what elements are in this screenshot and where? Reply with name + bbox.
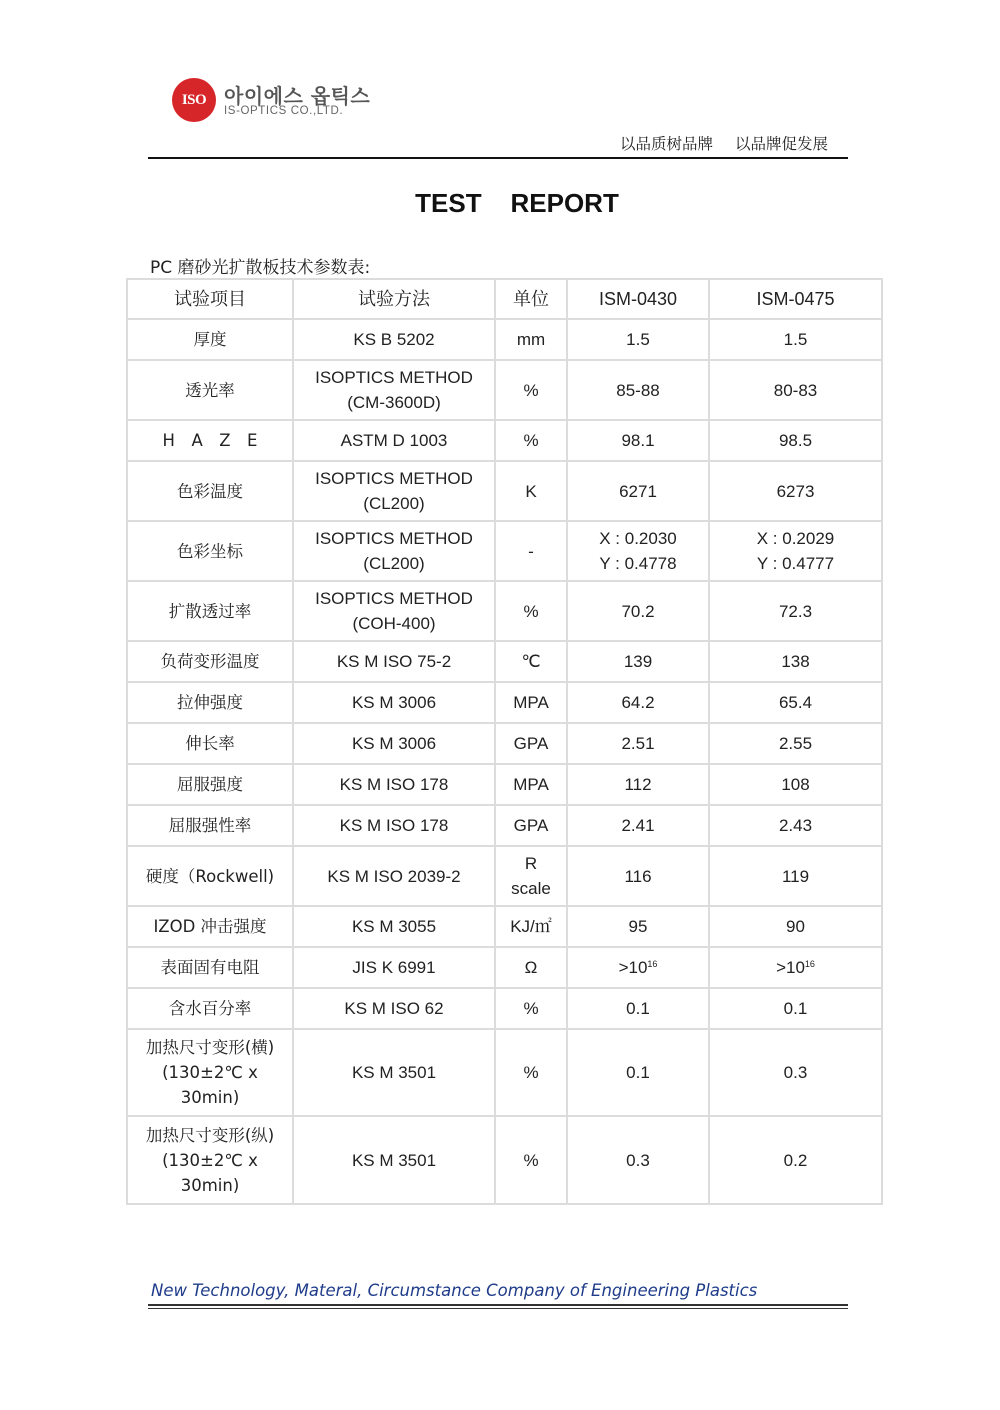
table-row (127, 581, 882, 641)
ism-0475-value-cell-text: 0.2 (783, 1150, 808, 1170)
spec-table (126, 278, 883, 1205)
test-method-cell-text: ISOPTICS METHOD (COH-400) (315, 589, 473, 633)
slogan (620, 132, 828, 154)
unit-cell (495, 846, 567, 906)
table-row (127, 641, 882, 682)
table-row (127, 1116, 882, 1204)
unit-cell-text: mm (516, 330, 546, 349)
header-ism-0430: ISM-0430 (567, 279, 709, 319)
test-method-cell (293, 1116, 495, 1204)
ism-0475-value-cell-text: 0.1 (783, 999, 808, 1018)
test-item-cell-text: 屈服强性率 (168, 816, 252, 835)
footer-tagline: New Technology, Materal, Circumstance Company of Engineering Plastics (151, 1281, 758, 1300)
test-item-cell-text: 拉伸强度 (177, 693, 243, 712)
unit-cell (495, 988, 567, 1029)
test-method-cell (293, 420, 495, 461)
ism-0430-value-cell (567, 319, 709, 360)
company-logo (172, 78, 372, 122)
ism-0475-value-cell-text: 138 (781, 652, 810, 671)
ism-0475-value-cell-text: 6273 (776, 481, 815, 501)
table-row (127, 461, 882, 521)
test-method-cell-text: KS M 3006 (351, 734, 437, 753)
table-row (127, 906, 882, 947)
table-row (127, 682, 882, 723)
ism-0475-value-cell-text: >10 (776, 958, 805, 977)
ism-0475-value-cell (709, 988, 882, 1029)
ism-0475-value-cell (709, 906, 882, 947)
test-item-cell-text: 伸长率 (185, 734, 235, 753)
ism-0430-value-cell (567, 1116, 709, 1204)
test-item-cell (127, 764, 293, 805)
test-item-cell-text: H A Z E (162, 431, 258, 450)
ism-0430-value-cell-text: 85-88 (616, 380, 660, 400)
unit-cell-text: GPA (513, 734, 549, 753)
unit-cell (495, 521, 567, 581)
ism-0430-value-cell-text: 0.3 (626, 1150, 650, 1170)
unit-cell (495, 682, 567, 723)
test-method-cell (293, 764, 495, 805)
unit-cell-text: % (523, 431, 539, 450)
unit-cell (495, 906, 567, 947)
ism-0475-value-cell-text: 0.3 (783, 1063, 808, 1082)
ism-0475-value-cell (709, 1116, 882, 1204)
test-item-cell (127, 906, 293, 947)
test-method-cell (293, 581, 495, 641)
test-method-cell-text: ISOPTICS METHOD (CL200) (315, 529, 473, 573)
ism-0430-value-cell-text: 139 (623, 652, 653, 671)
ism-0430-value-cell (567, 723, 709, 764)
ism-0475-value-cell (709, 764, 882, 805)
table-row (127, 947, 882, 988)
ism-0430-value-cell (567, 846, 709, 906)
test-item-cell-text: 色彩温度 (177, 481, 243, 501)
test-item-cell (127, 461, 293, 521)
test-item-cell-text: 负荷变形温度 (160, 652, 260, 671)
test-method-cell-text: KS M ISO 62 (344, 999, 444, 1018)
unit-cell (495, 360, 567, 420)
test-method-cell (293, 805, 495, 846)
table-header-row (127, 279, 882, 319)
exponent: 16 (804, 959, 815, 969)
ism-0430-value-cell (567, 420, 709, 461)
test-item-cell (127, 988, 293, 1029)
ism-0430-value-cell-text: >10 (618, 958, 648, 977)
test-method-cell-text: KS M ISO 178 (339, 816, 449, 835)
test-method-cell (293, 641, 495, 682)
unit-cell (495, 319, 567, 360)
unit-cell (495, 1029, 567, 1116)
ism-0430-value-cell (567, 360, 709, 420)
ism-0430-value-cell-text: X : 0.2030 Y : 0.4778 (599, 529, 677, 573)
unit-cell-text: MPA (513, 775, 549, 794)
test-item-cell-text: 硬度（Rockwell) (145, 866, 275, 886)
test-item-cell (127, 420, 293, 461)
test-item-cell (127, 319, 293, 360)
ism-0475-value-cell (709, 846, 882, 906)
test-item-cell (127, 641, 293, 682)
unit-cell-text: % (523, 999, 539, 1018)
ism-0430-value-cell (567, 521, 709, 581)
ism-0430-value-cell-text: 0.1 (626, 999, 650, 1018)
test-item-cell (127, 581, 293, 641)
test-item-cell-text: 含水百分率 (168, 999, 252, 1018)
table-row (127, 360, 882, 420)
ism-0475-value-cell (709, 682, 882, 723)
unit-cell-text: GPA (513, 816, 549, 835)
test-method-cell-text: ISOPTICS METHOD (CL200) (315, 469, 473, 513)
ism-0475-value-cell (709, 319, 882, 360)
test-method-cell (293, 521, 495, 581)
ism-0475-value-cell-text: 108 (781, 775, 810, 794)
ism-0475-value-cell (709, 581, 882, 641)
unit-cell-text: % (523, 1150, 539, 1170)
test-item-cell-text: 屈服强度 (177, 775, 243, 794)
exponent: 16 (647, 959, 658, 969)
ism-0430-value-cell-text: 70.2 (621, 601, 655, 621)
test-method-cell-text: ASTM D 1003 (340, 431, 448, 450)
test-method-cell-text: KS M 3006 (351, 693, 437, 712)
test-method-cell (293, 947, 495, 988)
unit-cell (495, 420, 567, 461)
test-item-cell (127, 1029, 293, 1116)
ism-0475-value-cell-text: 90 (786, 917, 805, 936)
table-row (127, 1029, 882, 1116)
test-item-cell-text: 色彩坐标 (177, 541, 243, 561)
test-method-cell-text: KS M ISO 178 (339, 775, 449, 794)
ism-0430-value-cell-text: 2.41 (621, 816, 655, 835)
table-row (127, 319, 882, 360)
logo-korean-name: 아이에스 옵틱스 (224, 84, 371, 108)
ism-0475-value-cell-text: 1.5 (783, 330, 808, 349)
unit-cell (495, 947, 567, 988)
ism-0430-value-cell-text: 98.1 (621, 431, 655, 450)
test-method-cell (293, 846, 495, 906)
table-row (127, 805, 882, 846)
header-test-method: 试验方法 (293, 279, 495, 319)
unit-cell-text: - (528, 541, 534, 561)
test-item-cell (127, 521, 293, 581)
test-method-cell (293, 360, 495, 420)
header-test-item: 试验项目 (127, 279, 293, 319)
unit-cell-text: R scale (511, 854, 551, 898)
ism-0430-value-cell-text: 0.1 (626, 1063, 650, 1082)
ism-0475-value-cell (709, 1029, 882, 1116)
test-method-cell (293, 988, 495, 1029)
test-item-cell (127, 723, 293, 764)
test-method-cell-text: KS M 3501 (351, 1063, 437, 1082)
ism-0475-value-cell (709, 521, 882, 581)
test-item-cell-text: 透光率 (185, 380, 235, 400)
test-method-cell-text: ISOPTICS METHOD (CM-3600D) (315, 368, 473, 412)
logo-mark: ISO (172, 78, 216, 122)
test-method-cell (293, 906, 495, 947)
test-method-cell (293, 723, 495, 764)
test-method-cell (293, 1029, 495, 1116)
unit-cell (495, 461, 567, 521)
unit-cell-text: KJ/㎡ (510, 917, 552, 936)
unit-cell-text: % (523, 380, 539, 400)
test-item-cell (127, 360, 293, 420)
table-row (127, 723, 882, 764)
ism-0475-value-cell (709, 805, 882, 846)
unit-cell-text: K (525, 481, 537, 501)
test-item-cell (127, 947, 293, 988)
table-row (127, 521, 882, 581)
unit-cell (495, 805, 567, 846)
ism-0430-value-cell (567, 461, 709, 521)
header-rule (148, 157, 848, 159)
ism-0430-value-cell-text: 95 (628, 917, 648, 936)
ism-0430-value-cell-text: 112 (624, 775, 652, 794)
test-method-cell-text: KS M ISO 75-2 (336, 652, 452, 671)
footer-rule (148, 1304, 848, 1306)
header-unit: 单位 (495, 279, 567, 319)
test-method-cell (293, 461, 495, 521)
table-row (127, 988, 882, 1029)
report-title: TEST REPORT (415, 188, 619, 218)
unit-cell (495, 581, 567, 641)
ism-0475-value-cell-text: X : 0.2029 Y : 0.4777 (756, 529, 835, 573)
test-method-cell-text: KS M 3501 (351, 1150, 437, 1170)
ism-0475-value-cell (709, 641, 882, 682)
test-method-cell-text: KS M 3055 (351, 917, 437, 936)
test-method-cell-text: KS B 5202 (353, 330, 435, 349)
ism-0430-value-cell (567, 947, 709, 988)
test-method-cell-text: JIS K 6991 (352, 958, 436, 977)
ism-0430-value-cell-text: 116 (624, 866, 652, 886)
ism-0475-value-cell-text: 65.4 (778, 693, 813, 712)
test-item-cell-text: 厚度 (193, 330, 227, 349)
header-ism-0475: ISM-0475 (709, 279, 882, 319)
ism-0475-value-cell-text: 72.3 (778, 601, 813, 621)
ism-0430-value-cell (567, 906, 709, 947)
footer-rule-thin (148, 1308, 848, 1309)
test-item-cell (127, 1116, 293, 1204)
unit-cell (495, 764, 567, 805)
test-item-cell-text: 扩散透过率 (168, 601, 252, 621)
ism-0430-value-cell-text: 64.2 (621, 693, 655, 712)
unit-cell-text: % (523, 1063, 539, 1082)
test-item-cell (127, 805, 293, 846)
test-item-cell (127, 846, 293, 906)
unit-cell-text: MPA (513, 693, 549, 712)
table-row (127, 846, 882, 906)
test-item-cell-text: 加热尺寸变形(横) (130±2℃ x 30min) (145, 1038, 275, 1107)
slogan-part-1: 以品质树品牌 (619, 135, 713, 153)
ism-0430-value-cell (567, 682, 709, 723)
test-method-cell-text: KS M ISO 2039-2 (327, 866, 461, 886)
ism-0430-value-cell (567, 988, 709, 1029)
table-row (127, 764, 882, 805)
test-method-cell (293, 319, 495, 360)
ism-0430-value-cell-text: 1.5 (626, 330, 650, 349)
table-caption: PC 磨砂光扩散板技术参数表: (150, 258, 371, 278)
ism-0475-value-cell (709, 947, 882, 988)
ism-0475-value-cell (709, 461, 882, 521)
unit-cell-text: ℃ (521, 652, 541, 671)
slogan-part-2: 以品牌促发展 (734, 135, 828, 153)
ism-0475-value-cell (709, 723, 882, 764)
test-item-cell (127, 682, 293, 723)
unit-cell (495, 1116, 567, 1204)
ism-0430-value-cell (567, 805, 709, 846)
ism-0430-value-cell (567, 1029, 709, 1116)
logo-english-name: IS-OPTICS CO.,LTD. (224, 105, 344, 117)
ism-0475-value-cell-text: 2.43 (778, 816, 813, 835)
table-row (127, 420, 882, 461)
test-method-cell (293, 682, 495, 723)
ism-0430-value-cell-text: 2.51 (621, 734, 655, 753)
ism-0430-value-cell (567, 581, 709, 641)
ism-0430-value-cell-text: 6271 (619, 481, 657, 501)
unit-cell (495, 641, 567, 682)
unit-cell-text: % (523, 601, 539, 621)
ism-0475-value-cell (709, 360, 882, 420)
ism-0475-value-cell-text: 80-83 (773, 380, 818, 400)
test-item-cell-text: 表面固有电阻 (160, 958, 260, 977)
ism-0475-value-cell-text: 98.5 (778, 431, 813, 450)
unit-cell (495, 723, 567, 764)
ism-0430-value-cell (567, 764, 709, 805)
ism-0475-value-cell-text: 2.55 (778, 734, 813, 753)
ism-0475-value-cell-text: 119 (781, 866, 810, 886)
ism-0475-value-cell (709, 420, 882, 461)
unit-cell-text: Ω (524, 958, 538, 977)
ism-0430-value-cell (567, 641, 709, 682)
test-item-cell-text: 加热尺寸变形(纵) (130±2℃ x 30min) (145, 1125, 275, 1195)
test-item-cell-text: IZOD 冲击强度 (153, 917, 267, 936)
